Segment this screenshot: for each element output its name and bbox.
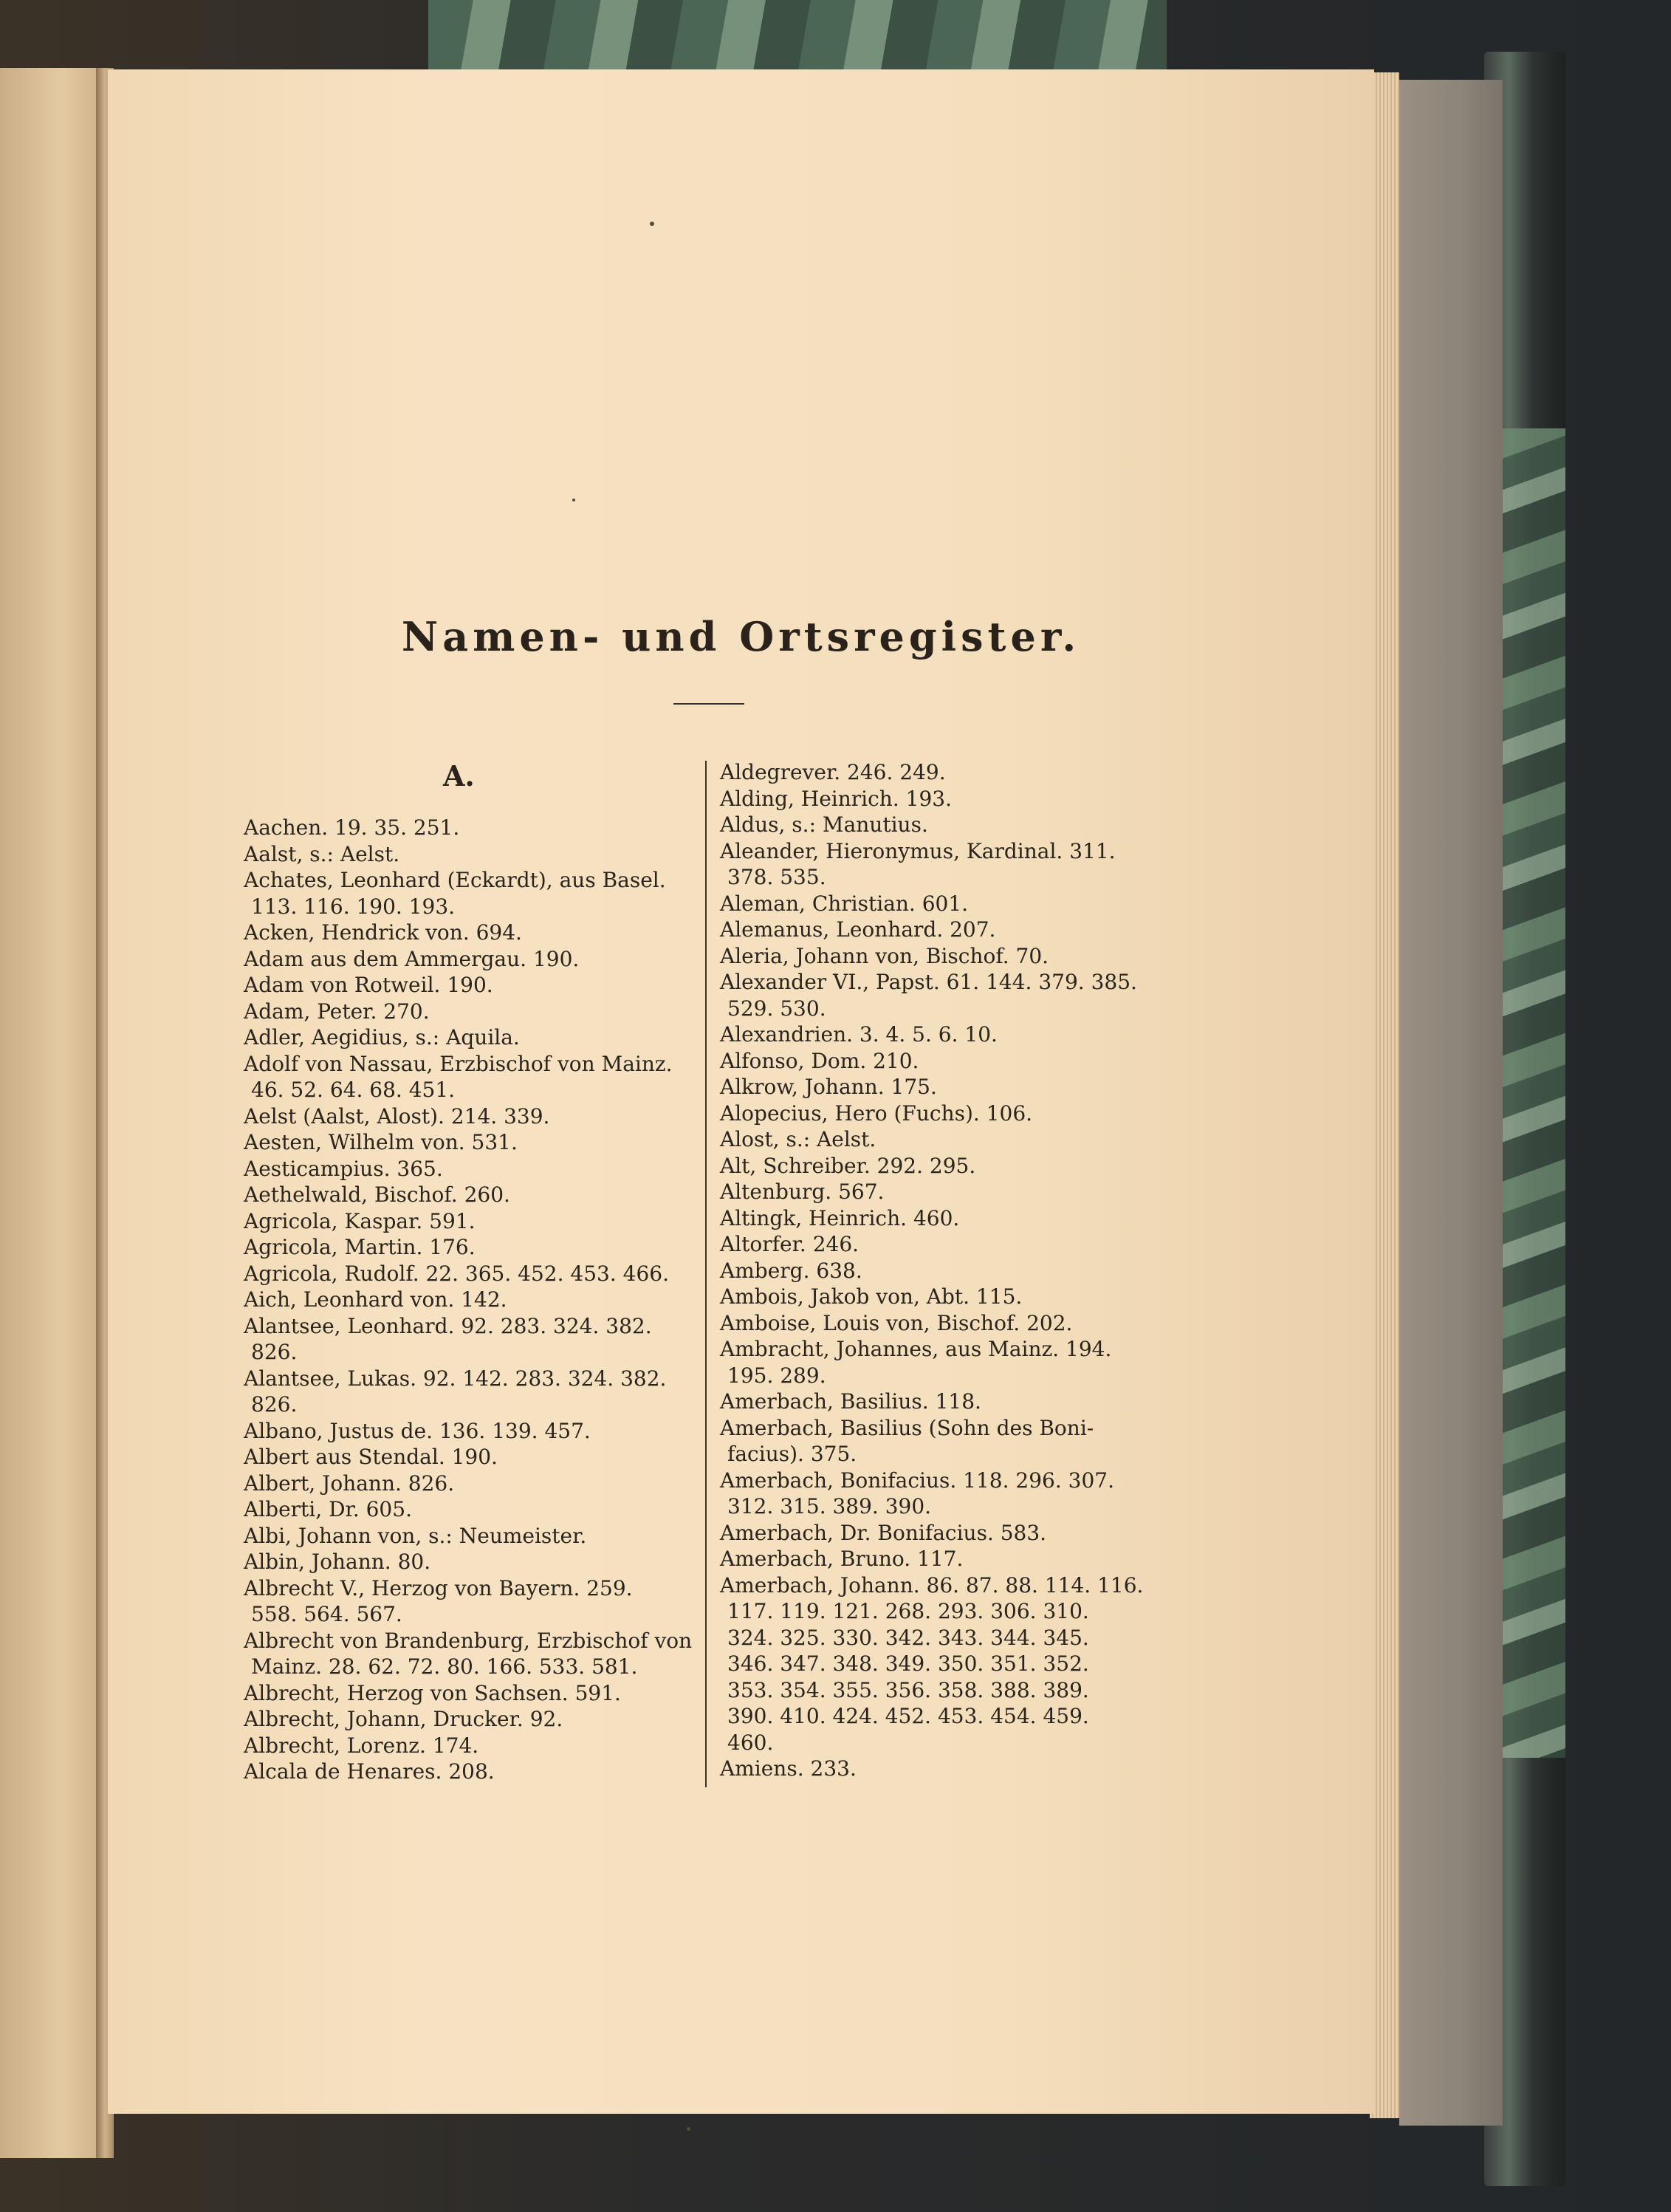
index-entry [244, 946, 705, 973]
index-entry-text: Albrecht, Herzog von Sachsen. 591. [244, 1680, 621, 1705]
index-entry-text: Amerbach, Bruno. 117. [720, 1547, 964, 1571]
index-entry [720, 1153, 1193, 1179]
index-entry-continuation: facius). 375. [727, 1442, 857, 1466]
index-entry-continuation: 826. [251, 1392, 298, 1417]
index-entry [244, 1444, 705, 1470]
index-entry [720, 1048, 1193, 1075]
index-entry-text: Aethelwald, Bischof. 260. [244, 1182, 510, 1207]
cover-marbled-edge-right [1499, 428, 1565, 1758]
index-entry-text: Adam aus dem Ammergau. 190. [244, 946, 580, 971]
index-entry-text: Alantsee, Leonhard. 92. 283. 324. 382. [244, 1313, 652, 1338]
index-entry-continuation: 346. 347. 348. 349. 350. 351. 352. [727, 1651, 1089, 1676]
index-entry [244, 999, 705, 1025]
index-entry [244, 1261, 705, 1287]
index-entry [244, 1680, 705, 1707]
index-entry [720, 891, 1193, 917]
index-entry-continuation: 324. 325. 330. 342. 343. 344. 345. [727, 1625, 1089, 1650]
index-entry [720, 812, 1193, 838]
index-entry [720, 1336, 1193, 1389]
index-entry-continuation: 353. 354. 355. 356. 358. 388. 389. [727, 1677, 1089, 1702]
index-entry-text: Adam, Peter. 270. [244, 999, 430, 1024]
index-entry [720, 1284, 1193, 1310]
index-entry [720, 1231, 1193, 1258]
index-entry-continuation: 558. 564. 567. [251, 1602, 402, 1626]
index-entry-text: Acken, Hendrick von. 694. [244, 920, 522, 945]
index-entry [720, 838, 1193, 891]
index-entry [720, 969, 1193, 1021]
index-entry-text: Ambois, Jakob von, Abt. 115. [720, 1284, 1023, 1309]
index-entry [244, 1706, 705, 1733]
index-entry-text: Aldegrever. 246. 249. [720, 760, 946, 784]
index-entry-continuation: 378. 535. [727, 865, 826, 889]
left-page [0, 68, 103, 2158]
index-entry [244, 1103, 705, 1130]
index-entry-text: Amerbach, Bonifacius. 118. 296. 307. [720, 1468, 1115, 1493]
index-entry-text: Aldus, s.: Manutius. [720, 812, 928, 837]
index-entry [244, 1628, 705, 1680]
index-entry-text: Agricola, Kaspar. 591. [244, 1208, 476, 1233]
index-entry [244, 1051, 705, 1103]
title-rule [673, 703, 744, 705]
index-entry [720, 943, 1193, 970]
index-entry-text: Adler, Aegidius, s.: Aquila. [244, 1025, 520, 1049]
index-entry-text: Albi, Johann von, s.: Neumeister. [244, 1523, 587, 1548]
index-entry [244, 1156, 705, 1182]
index-entry-text: Aelst (Aalst, Alost). 214. 339. [244, 1103, 550, 1129]
index-entry [244, 1523, 705, 1550]
index-entry-text: Aleria, Johann von, Bischof. 70. [720, 943, 1049, 968]
index-entry-text: Amberg. 638. [720, 1258, 862, 1283]
index-entry [244, 841, 705, 868]
index-entry-text: Altingk, Heinrich. 460. [720, 1205, 960, 1230]
index-entry-text: Albert aus Stendal. 190. [244, 1445, 498, 1469]
index-entry-continuation: 113. 116. 190. 193. [251, 894, 456, 919]
index-entry-text: Albano, Justus de. 136. 139. 457. [244, 1418, 591, 1443]
index-entry-text: Aleman, Christian. 601. [720, 891, 969, 916]
index-column-left [244, 815, 705, 1785]
index-entry-continuation: 117. 119. 121. 268. 293. 306. 310. [727, 1599, 1089, 1623]
index-entry [720, 917, 1193, 943]
cover-marbled-edge-top [428, 0, 1167, 70]
index-entry-continuation: 529. 530. [727, 996, 826, 1021]
index-entry [244, 1129, 705, 1156]
index-entry [244, 1287, 705, 1313]
index-entry [720, 1389, 1193, 1415]
paper-speck [572, 499, 575, 501]
index-entry [244, 1418, 705, 1445]
index-entry-text: Alantsee, Lukas. 92. 142. 283. 324. 382. [244, 1366, 667, 1391]
index-entry-continuation: 195. 289. [727, 1363, 826, 1388]
index-entry [720, 1205, 1193, 1232]
index-entry [720, 1179, 1193, 1205]
index-entry [720, 1021, 1193, 1048]
index-entry-text: Albert, Johann. 826. [244, 1470, 455, 1496]
index-entry-text: Albrecht V., Herzog von Bayern. 259. [244, 1575, 633, 1600]
index-entry-text: Amerbach, Basilius (Sohn des Boni- [720, 1415, 1094, 1440]
index-entry [244, 1470, 705, 1497]
index-entry-text: Agricola, Martin. 176. [244, 1235, 476, 1259]
index-entry [244, 972, 705, 999]
index-entry-text: Alopecius, Hero (Fuchs). 106. [720, 1100, 1033, 1126]
index-entry [720, 1415, 1193, 1468]
index-entry [244, 920, 705, 946]
index-entry [720, 1100, 1193, 1127]
page-edges [1370, 72, 1399, 2118]
index-entry [720, 1126, 1193, 1153]
index-entry [244, 1575, 705, 1628]
column-divider [705, 761, 707, 1787]
index-entry [244, 815, 705, 841]
index-entry [244, 1024, 705, 1051]
index-entry-text: Aich, Leonhard von. 142. [244, 1287, 507, 1312]
index-entry-continuation: 46. 52. 64. 68. 451. [251, 1078, 456, 1102]
index-entry [244, 1549, 705, 1575]
index-entry [720, 1546, 1193, 1572]
index-entry-text: Alding, Heinrich. 193. [720, 786, 952, 811]
index-entry-text: Amiens. 233. [720, 1756, 857, 1781]
index-entry-text: Alexander VI., Papst. 61. 144. 379. 385. [720, 970, 1137, 994]
index-entry-text: Alcala de Henares. 208. [244, 1759, 495, 1784]
index-entry-text: Achates, Leonhard (Eckardt), aus Basel. [244, 868, 666, 892]
index-entry-text: Albrecht von Brandenburg, Erzbischof von [244, 1628, 693, 1653]
index-entry [720, 1074, 1193, 1100]
index-entry-text: Agricola, Rudolf. 22. 365. 452. 453. 466. [244, 1261, 669, 1286]
index-entry [720, 1310, 1193, 1337]
index-entry [720, 1468, 1193, 1520]
index-entry-text: Aesten, Wilhelm von. 531. [244, 1130, 518, 1154]
index-entry [244, 1733, 705, 1759]
index-entry-text: Albrecht, Johann, Drucker. 92. [244, 1707, 563, 1731]
index-entry-text: Aleander, Hieronymus, Kardinal. 311. [720, 838, 1116, 863]
index-entry [720, 1572, 1193, 1756]
paper-speck [687, 2127, 690, 2131]
index-column-right [720, 759, 1193, 1782]
index-entry-continuation: 460. [727, 1730, 774, 1755]
index-entry-text: Adolf von Nassau, Erzbischof von Mainz. [244, 1051, 673, 1076]
index-entry-text: Albin, Johann. 80. [244, 1550, 431, 1574]
index-entry-continuation: 390. 410. 424. 452. 453. 454. 459. [727, 1704, 1089, 1728]
index-entry-text: Aachen. 19. 35. 251. [244, 815, 460, 840]
index-entry-text: Adam von Rotweil. 190. [244, 973, 493, 997]
index-entry [244, 1759, 705, 1785]
index-entry [244, 1234, 705, 1261]
grey-endpaper [1399, 80, 1503, 2126]
index-entry-text: Alfonso, Dom. 210. [720, 1048, 919, 1073]
index-entry-text: Alkrow, Johann. 175. [720, 1075, 937, 1099]
paper-speck [650, 222, 654, 226]
index-entry-text: Aalst, s.: Aelst. [244, 841, 400, 866]
index-entry [244, 1366, 705, 1418]
index-entry [244, 1313, 705, 1366]
index-entry [720, 786, 1193, 812]
index-entry [720, 1520, 1193, 1547]
index-entry-text: Alberti, Dr. 605. [244, 1497, 412, 1521]
index-entry-text: Alemanus, Leonhard. 207. [720, 917, 996, 942]
index-entry-text: Altenburg. 567. [720, 1179, 885, 1204]
index-entry-text: Amerbach, Basilius. 118. [720, 1389, 981, 1414]
index-entry-text: Altorfer. 246. [720, 1232, 859, 1256]
index-entry [244, 1182, 705, 1208]
index-entry-continuation: 312. 315. 389. 390. [727, 1494, 932, 1518]
index-entry [720, 1756, 1193, 1782]
index-entry [720, 1258, 1193, 1284]
section-letter: A. [443, 759, 475, 792]
index-entry-text: Amboise, Louis von, Bischof. 202. [720, 1310, 1073, 1335]
page-title: Namen- und Ortsregister. [401, 613, 1081, 660]
index-entry-text: Aesticampius. 365. [244, 1156, 443, 1181]
index-entry-continuation: Mainz. 28. 62. 72. 80. 166. 533. 581. [251, 1654, 638, 1679]
index-entry-text: Amerbach, Dr. Bonifacius. 583. [720, 1520, 1047, 1545]
index-entry-text: Alost, s.: Aelst. [720, 1127, 876, 1151]
index-entry-text: Amerbach, Johann. 86. 87. 88. 114. 116. [720, 1572, 1144, 1598]
index-entry-continuation: 826. [251, 1340, 298, 1364]
index-entry [244, 867, 705, 920]
index-entry [720, 759, 1193, 786]
index-entry-text: Alt, Schreiber. 292. 295. [720, 1153, 976, 1178]
index-entry-text: Alexandrien. 3. 4. 5. 6. 10. [720, 1022, 998, 1047]
index-entry-text: Ambracht, Johannes, aus Mainz. 194. [720, 1337, 1112, 1361]
index-entry [244, 1208, 705, 1235]
index-entry [244, 1496, 705, 1523]
index-entry-text: Albrecht, Lorenz. 174. [244, 1733, 479, 1758]
